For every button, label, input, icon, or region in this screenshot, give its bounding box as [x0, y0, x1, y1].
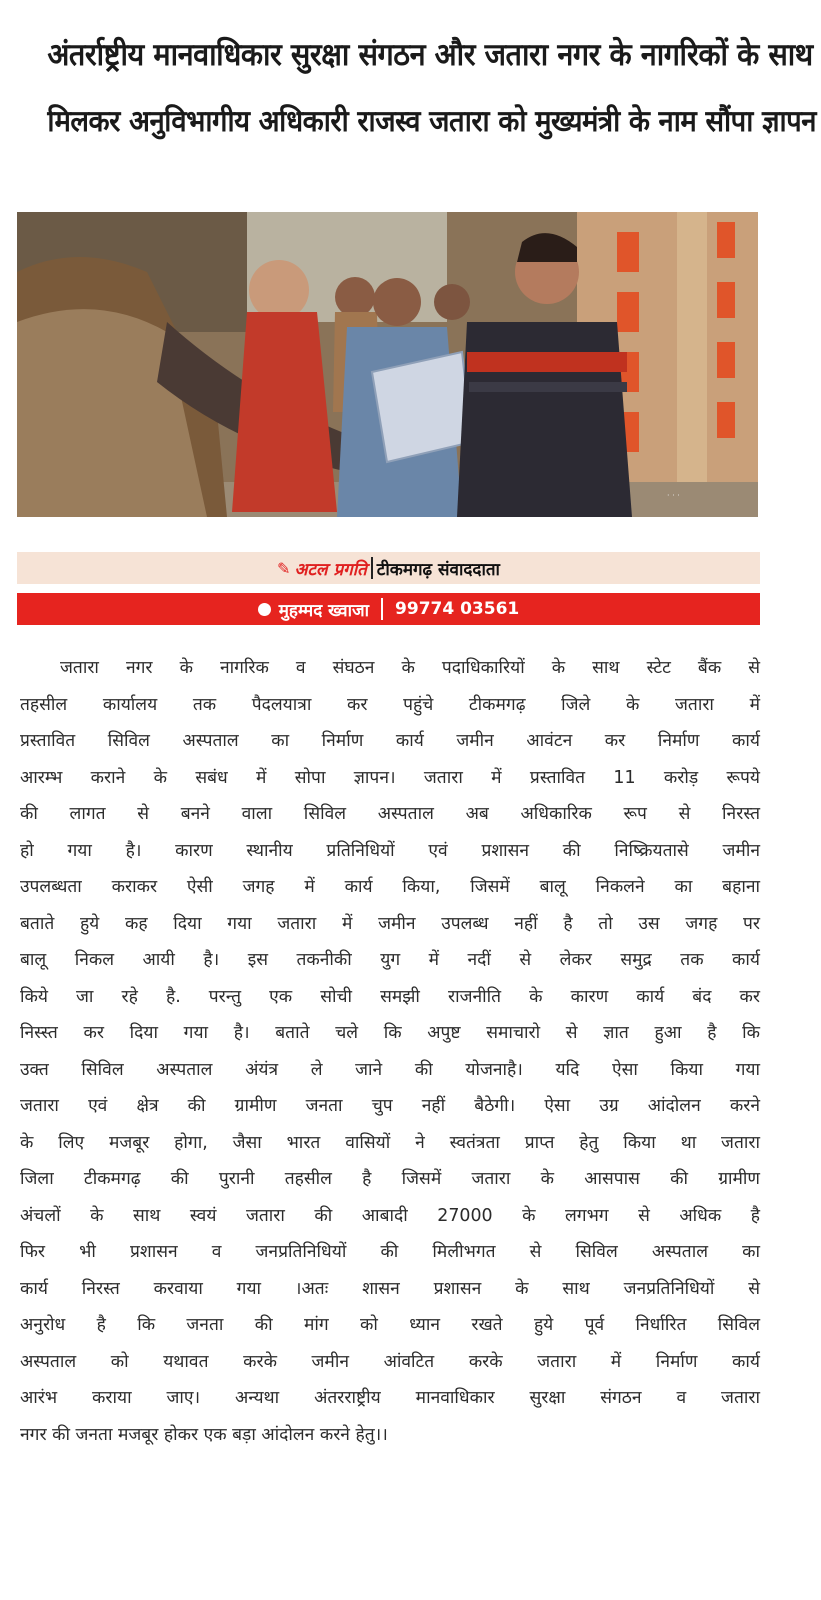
- article-line: नगर की जनता मजबूर होकर एक बड़ा आंदोलन करने हेतु।।: [20, 1424, 388, 1445]
- reporter-phone: 99774 03561: [395, 599, 520, 619]
- headline-line-1: अंतर्राष्ट्रीय मानवाधिकार सुरक्षा संगठन और जतारा नगर के नागरिकों के साथ: [47, 37, 813, 73]
- article-line: उक्त सिविल अस्पताल अंयंत्र ले जाने की योजनाहै। यदि ऐसा किया गया: [20, 1059, 760, 1080]
- article-line: की लागत से बनने वाला सिविल अस्पताल अब अधिकारिक रूप से निरस्त: [20, 804, 760, 824]
- article-line: प्रस्तावित सिविल अस्पताल का निर्माण कार्य जमीन आवंटन कर निर्माण कार्य: [20, 731, 760, 751]
- reporter-strip: [17, 593, 760, 625]
- article-line: आरम्भ कराने के सबंध में सोपा ज्ञापन। जतारा में प्रस्तावित 11 करोड़ रूपये: [20, 767, 760, 788]
- pen-icon: ✎: [277, 558, 291, 578]
- byline-divider: [371, 557, 373, 579]
- article-line: बताते हुये कह दिया गया जतारा में जमीन उपलब्ध नहीं है तो उस जगह पर: [20, 913, 760, 934]
- article-line: जतारा नगर के नागरिक व संघठन के पदाधिकारियों के साथ स्टेट बैंक से: [60, 658, 760, 678]
- desk-label: टीकमगढ़ संवाददाता: [376, 559, 500, 580]
- article-line: निस्स्त कर दिया गया है। बताते चले कि अपुष्ट समाचारो से ज्ञात हुआ है कि: [20, 1023, 760, 1043]
- article-line: अस्पताल को यथावत करके जमीन आंवटित करके जतारा में निर्माण कार्य: [20, 1351, 760, 1372]
- byline-brand-strip: [17, 552, 760, 584]
- article-line: फिर भी प्रशासन व जनप्रतिनिधियों की मिलीभगत से सिविल अस्पताल का: [20, 1242, 760, 1262]
- reporter-divider: [381, 598, 383, 620]
- article-line: जिला टीकमगढ़ की पुरानी तहसील है जिसमें जतारा के आसपास की ग्रामीण: [20, 1169, 760, 1189]
- news-photo-icon: [17, 212, 758, 517]
- article-line: अंचलों के साथ स्वयं जतारा की आबादी 27000 के लगभग से अधिक है: [20, 1205, 760, 1226]
- article-line: के लिए मजबूर होगा, जैसा भारत वासियों ने स्वतंत्रता प्राप्त हेतु किया था जतारा: [20, 1132, 760, 1153]
- article-line: तहसील कार्यालय तक पैदलयात्रा कर पहुंचे टीकमगढ़ जिले के जतारा में: [20, 694, 760, 715]
- svg-text:· · ·: · · ·: [667, 491, 680, 500]
- article-line: अनुरोध है कि जनता की मांग को ध्यान रखते हुये पूर्व निर्धारित सिविल: [20, 1315, 760, 1335]
- article-line: हो गया है। कारण स्थानीय प्रतिनिधियों एवं प्रशासन की निष्क्रियतासे जमीन: [20, 840, 760, 861]
- reporter-name: मुहम्मद ख्वाजा: [278, 600, 370, 621]
- article-body: [20, 650, 760, 1453]
- article-line: उपलब्धता कराकर ऐसी जगह में कार्य किया, जिसमें बालू निकलने का बहाना: [20, 877, 760, 897]
- news-photo: [17, 212, 758, 517]
- article-line: आरंभ कराया जाए। अन्यथा अंतरराष्ट्रीय मानवाधिकार सुरक्षा संगठन व जतारा: [20, 1388, 760, 1408]
- newspaper-brand: अटल प्रगति: [294, 559, 367, 580]
- bullet-icon: [258, 603, 271, 616]
- article-line: बालू निकल आयी है। इस तकनीकी युग में नदीं से लेकर समुद्र तक कार्य: [20, 950, 760, 970]
- article-line: कार्य निरस्त करवाया गया ।अतः शासन प्रशासन के साथ जनप्रतिनिधियों से: [20, 1278, 760, 1299]
- headline: [20, 22, 817, 154]
- article-line: किये जा रहे है. परन्तु एक सोची समझी राजनीति के कारण कार्य बंद कर: [20, 986, 760, 1007]
- headline-line-2: मिलकर अनुविभागीय अधिकारी राजस्व जतारा को मुख्यमंत्री के नाम सौंपा ज्ञापन: [47, 104, 817, 138]
- article-line: जतारा एवं क्षेत्र की ग्रामीण जनता चुप नहीं बैठेगी। ऐसा उग्र आंदोलन करने: [20, 1096, 760, 1116]
